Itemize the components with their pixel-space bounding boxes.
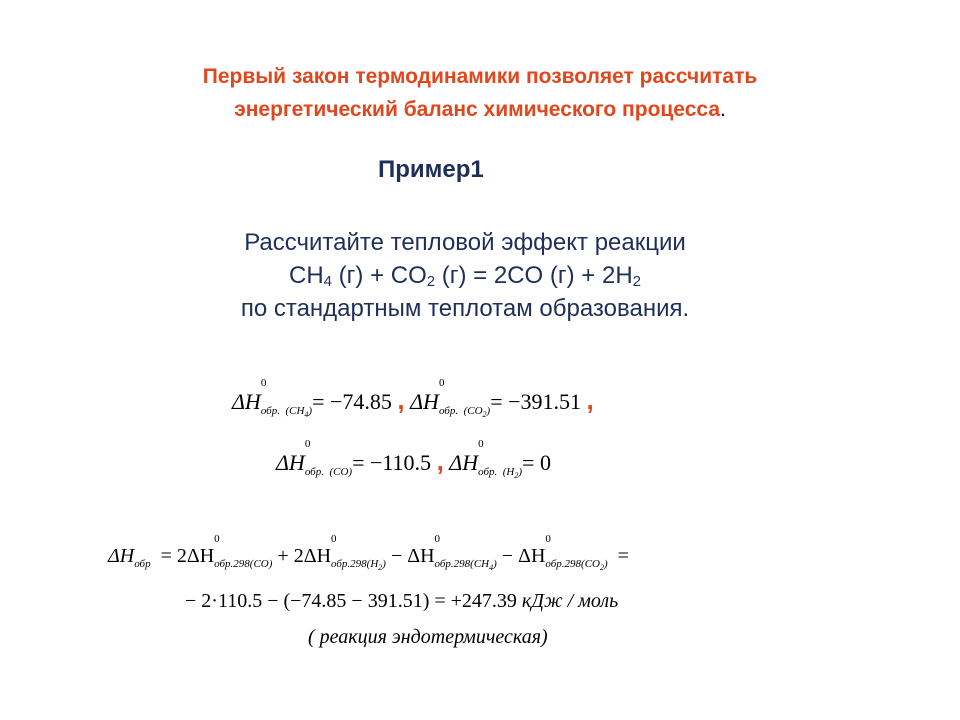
separator: , [436, 446, 444, 476]
value-co: = −110.5 [352, 450, 432, 475]
formation-data-row-2 [276, 438, 551, 481]
value-h2: = 0 [522, 450, 551, 475]
sub-text: обр.298(CO [545, 558, 600, 570]
separator: , [586, 385, 594, 415]
title-line-2 [0, 93, 960, 126]
title-period: . [720, 98, 726, 121]
delta-h-co [276, 438, 432, 478]
sup: 0 [214, 533, 220, 545]
sup: 0 [331, 533, 337, 545]
subscript [439, 405, 490, 419]
label: (H [502, 466, 515, 478]
task-line-1: Рассчитайте тепловой эффект реакции [244, 229, 686, 256]
sub-text: обр.298(H [331, 558, 379, 570]
reaction-part: CH [288, 262, 324, 289]
sub-sup [260, 377, 313, 420]
index: 2 [599, 563, 604, 573]
symbol: ΔH [449, 450, 479, 475]
index: 4 [304, 410, 309, 420]
sub-sup [304, 438, 353, 478]
sup: 0 [260, 377, 267, 389]
obr: обр. [260, 405, 280, 417]
sup: 0 [438, 377, 445, 389]
symbol: ΔH [232, 389, 261, 414]
reaction-type-note [308, 626, 548, 649]
lhs-symbol: ΔH [108, 545, 135, 567]
sup: 0 [304, 438, 311, 450]
sub-text: обр.298(CH [434, 558, 490, 570]
formation-data-row-1 [232, 377, 594, 420]
sub-sup [478, 438, 523, 481]
index: 2 [514, 471, 519, 481]
reaction-part: (г) + CO [332, 262, 427, 289]
close: ) [382, 558, 386, 570]
term-co: = 2ΔH [160, 545, 215, 567]
subscript [435, 558, 497, 572]
sub-sup [545, 533, 608, 573]
example-heading: Пример1 [378, 156, 484, 183]
index: 2 [482, 410, 487, 420]
sub-sup [214, 533, 273, 570]
term-co2: − ΔH [501, 545, 546, 567]
subscript [331, 558, 386, 572]
value-ch4: = −74.85 [312, 389, 392, 414]
equals-sign: = [617, 545, 629, 567]
subscript [545, 558, 607, 572]
term-ch4: − ΔH [390, 545, 435, 567]
delta-h-ch4 [232, 377, 392, 420]
subscript: обр.298(CO) [214, 558, 273, 570]
obr: обр. [438, 405, 459, 417]
symbol: ΔH [410, 389, 439, 414]
reaction-index: 2 [632, 273, 641, 290]
reaction-part: (г) = 2CO (г) + 2H [435, 262, 633, 289]
close: ) [493, 558, 497, 570]
reaction-equation [0, 259, 930, 292]
delta-h-co2 [410, 377, 582, 420]
reaction-index: 2 [426, 273, 436, 290]
slide-title [0, 60, 960, 126]
sub-sup [434, 533, 497, 573]
index: 4 [489, 563, 494, 573]
task-line-3: по стандартным теплотам образования. [240, 295, 690, 322]
sup: 0 [434, 533, 441, 545]
sup: 0 [545, 533, 551, 545]
label: (CH [285, 405, 305, 417]
index: 2 [378, 563, 383, 573]
title-line-2-text: энергетический баланс химического процесса [234, 98, 721, 121]
value-co2: = −391.51 [490, 389, 582, 414]
close: ) [486, 405, 491, 417]
sub-sup [438, 377, 491, 420]
subscript: обр [134, 558, 151, 570]
obr: обр. [478, 466, 498, 478]
separator: , [397, 385, 405, 415]
label: (CO [463, 405, 483, 417]
label: (CO) [329, 466, 353, 478]
reaction-index: 4 [323, 273, 332, 290]
close: ) [603, 558, 608, 570]
note-text: ( реакция эндотермическая) [308, 626, 548, 648]
title-line-1: Первый закон термодинамики позволяет рассчитать [202, 65, 758, 88]
obr: обр. [304, 466, 324, 478]
close: ) [308, 405, 313, 417]
close: ) [518, 466, 523, 478]
task-statement [0, 226, 930, 325]
enthalpy-equation [108, 533, 629, 573]
term-h2: + 2ΔH [277, 545, 332, 567]
subscript [305, 466, 352, 478]
subscript [478, 466, 522, 480]
symbol: ΔH [276, 450, 305, 475]
delta-h-h2 [449, 438, 551, 481]
lhs-sub [134, 545, 150, 568]
sup: 0 [478, 438, 484, 450]
enthalpy-calculation [185, 590, 618, 613]
calculation-value: − 2·110.5 − (−74.85 − 391.51) = +247.39 [185, 590, 517, 612]
sub-sup [331, 533, 386, 573]
subscript [261, 405, 312, 419]
units: кДж / моль [521, 590, 619, 612]
